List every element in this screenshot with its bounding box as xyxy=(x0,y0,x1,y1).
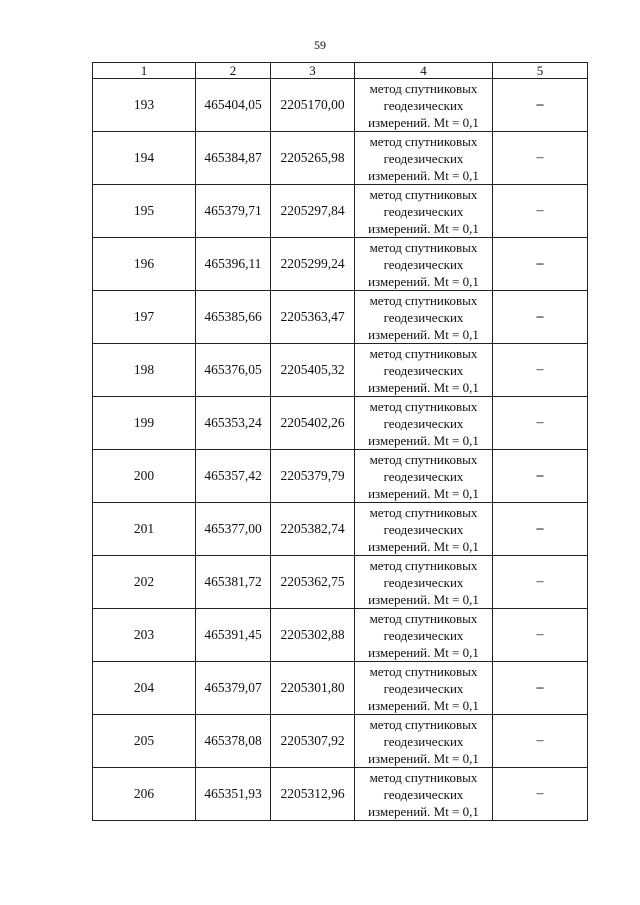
table-row xyxy=(93,344,588,397)
method-line: метод спутниковых xyxy=(369,769,478,785)
y-coordinate-cell: 2205301,80 xyxy=(271,662,355,715)
method-line: метод спутниковых xyxy=(369,663,478,679)
x-coordinate-cell: 465379,71 xyxy=(196,185,271,238)
table-row xyxy=(93,397,588,450)
point-number-cell: 200 xyxy=(93,450,196,503)
column-5-cell: – xyxy=(493,238,588,291)
x-coordinate-cell: 465377,00 xyxy=(196,503,271,556)
x-coordinate-cell: 465396,11 xyxy=(196,238,271,291)
x-coordinate-cell: 465353,24 xyxy=(196,397,271,450)
method-cell xyxy=(355,662,493,715)
column-5-cell: – xyxy=(493,715,588,768)
method-cell xyxy=(355,715,493,768)
method-cell xyxy=(355,609,493,662)
method-line: измерений. Mt = 0,1 xyxy=(368,379,479,395)
x-coordinate-cell: 465351,93 xyxy=(196,768,271,821)
point-number-cell: 196 xyxy=(93,238,196,291)
method-line: геодезических xyxy=(383,256,464,272)
table-row xyxy=(93,238,588,291)
point-number-cell: 201 xyxy=(93,503,196,556)
table-row xyxy=(93,291,588,344)
y-coordinate-cell: 2205297,84 xyxy=(271,185,355,238)
point-number-cell: 204 xyxy=(93,662,196,715)
method-line: метод спутниковых xyxy=(369,398,478,414)
table-row xyxy=(93,768,588,821)
method-line: измерений. Mt = 0,1 xyxy=(368,697,479,713)
method-cell xyxy=(355,503,493,556)
column-5-cell: – xyxy=(493,291,588,344)
table-row xyxy=(93,503,588,556)
method-line: геодезических xyxy=(383,150,464,166)
method-cell xyxy=(355,397,493,450)
coordinates-table xyxy=(92,62,588,821)
method-line: измерений. Mt = 0,1 xyxy=(368,750,479,766)
method-line: измерений. Mt = 0,1 xyxy=(368,538,479,554)
y-coordinate-cell: 2205299,24 xyxy=(271,238,355,291)
header-cell-1: 1 xyxy=(93,63,196,79)
column-5-cell: – xyxy=(493,397,588,450)
column-5-cell: – xyxy=(493,662,588,715)
table-row xyxy=(93,609,588,662)
method-line: геодезических xyxy=(383,786,464,802)
point-number-cell: 202 xyxy=(93,556,196,609)
method-line: измерений. Mt = 0,1 xyxy=(368,591,479,607)
y-coordinate-cell: 2205312,96 xyxy=(271,768,355,821)
method-line: геодезических xyxy=(383,415,464,431)
y-coordinate-cell: 2205379,79 xyxy=(271,450,355,503)
y-coordinate-cell: 2205265,98 xyxy=(271,132,355,185)
method-cell xyxy=(355,79,493,132)
column-5-cell: – xyxy=(493,450,588,503)
method-line: измерений. Mt = 0,1 xyxy=(368,644,479,660)
method-line: геодезических xyxy=(383,627,464,643)
y-coordinate-cell: 2205362,75 xyxy=(271,556,355,609)
method-cell xyxy=(355,185,493,238)
method-line: метод спутниковых xyxy=(369,133,478,149)
method-line: метод спутниковых xyxy=(369,80,478,96)
point-number-cell: 197 xyxy=(93,291,196,344)
y-coordinate-cell: 2205402,26 xyxy=(271,397,355,450)
point-number-cell: 205 xyxy=(93,715,196,768)
point-number-cell: 195 xyxy=(93,185,196,238)
column-5-cell: – xyxy=(493,185,588,238)
x-coordinate-cell: 465378,08 xyxy=(196,715,271,768)
method-cell xyxy=(355,344,493,397)
y-coordinate-cell: 2205382,74 xyxy=(271,503,355,556)
method-line: геодезических xyxy=(383,309,464,325)
table-row xyxy=(93,715,588,768)
method-cell xyxy=(355,291,493,344)
column-5-cell: – xyxy=(493,768,588,821)
method-line: метод спутниковых xyxy=(369,239,478,255)
method-line: метод спутниковых xyxy=(369,610,478,626)
method-line: измерений. Mt = 0,1 xyxy=(368,432,479,448)
column-5-cell: – xyxy=(493,556,588,609)
table-row xyxy=(93,132,588,185)
method-line: метод спутниковых xyxy=(369,557,478,573)
method-line: метод спутниковых xyxy=(369,716,478,732)
y-coordinate-cell: 2205302,88 xyxy=(271,609,355,662)
point-number-cell: 193 xyxy=(93,79,196,132)
method-cell xyxy=(355,768,493,821)
header-row xyxy=(93,63,588,79)
x-coordinate-cell: 465381,72 xyxy=(196,556,271,609)
table-body xyxy=(93,79,588,821)
point-number-cell: 203 xyxy=(93,609,196,662)
method-line: измерений. Mt = 0,1 xyxy=(368,803,479,819)
method-cell xyxy=(355,450,493,503)
point-number-cell: 199 xyxy=(93,397,196,450)
y-coordinate-cell: 2205363,47 xyxy=(271,291,355,344)
column-5-cell: – xyxy=(493,503,588,556)
x-coordinate-cell: 465385,66 xyxy=(196,291,271,344)
header-cell-2: 2 xyxy=(196,63,271,79)
method-line: геодезических xyxy=(383,733,464,749)
method-cell xyxy=(355,238,493,291)
method-line: геодезических xyxy=(383,362,464,378)
table-row xyxy=(93,556,588,609)
table-row xyxy=(93,450,588,503)
method-line: измерений. Mt = 0,1 xyxy=(368,273,479,289)
method-line: геодезических xyxy=(383,203,464,219)
x-coordinate-cell: 465376,05 xyxy=(196,344,271,397)
column-5-cell: – xyxy=(493,344,588,397)
method-line: геодезических xyxy=(383,680,464,696)
method-cell xyxy=(355,132,493,185)
header-cell-4: 4 xyxy=(355,63,493,79)
column-5-cell: – xyxy=(493,79,588,132)
x-coordinate-cell: 465391,45 xyxy=(196,609,271,662)
table-row xyxy=(93,185,588,238)
table-row xyxy=(93,79,588,132)
method-line: метод спутниковых xyxy=(369,345,478,361)
point-number-cell: 194 xyxy=(93,132,196,185)
method-line: метод спутниковых xyxy=(369,504,478,520)
column-5-cell: – xyxy=(493,609,588,662)
point-number-cell: 198 xyxy=(93,344,196,397)
method-line: геодезических xyxy=(383,97,464,113)
method-line: геодезических xyxy=(383,574,464,590)
y-coordinate-cell: 2205307,92 xyxy=(271,715,355,768)
y-coordinate-cell: 2205170,00 xyxy=(271,79,355,132)
method-line: измерений. Mt = 0,1 xyxy=(368,167,479,183)
method-line: метод спутниковых xyxy=(369,451,478,467)
method-line: геодезических xyxy=(383,521,464,537)
y-coordinate-cell: 2205405,32 xyxy=(271,344,355,397)
method-line: метод спутниковых xyxy=(369,292,478,308)
method-cell xyxy=(355,556,493,609)
method-line: метод спутниковых xyxy=(369,186,478,202)
method-line: измерений. Mt = 0,1 xyxy=(368,114,479,130)
x-coordinate-cell: 465404,05 xyxy=(196,79,271,132)
column-5-cell: – xyxy=(493,132,588,185)
header-cell-5: 5 xyxy=(493,63,588,79)
table-row xyxy=(93,662,588,715)
method-line: геодезических xyxy=(383,468,464,484)
page-number: 59 xyxy=(314,38,326,52)
x-coordinate-cell: 465357,42 xyxy=(196,450,271,503)
method-line: измерений. Mt = 0,1 xyxy=(368,485,479,501)
point-number-cell: 206 xyxy=(93,768,196,821)
x-coordinate-cell: 465384,87 xyxy=(196,132,271,185)
method-line: измерений. Mt = 0,1 xyxy=(368,220,479,236)
x-coordinate-cell: 465379,07 xyxy=(196,662,271,715)
method-line: измерений. Mt = 0,1 xyxy=(368,326,479,342)
header-cell-3: 3 xyxy=(271,63,355,79)
